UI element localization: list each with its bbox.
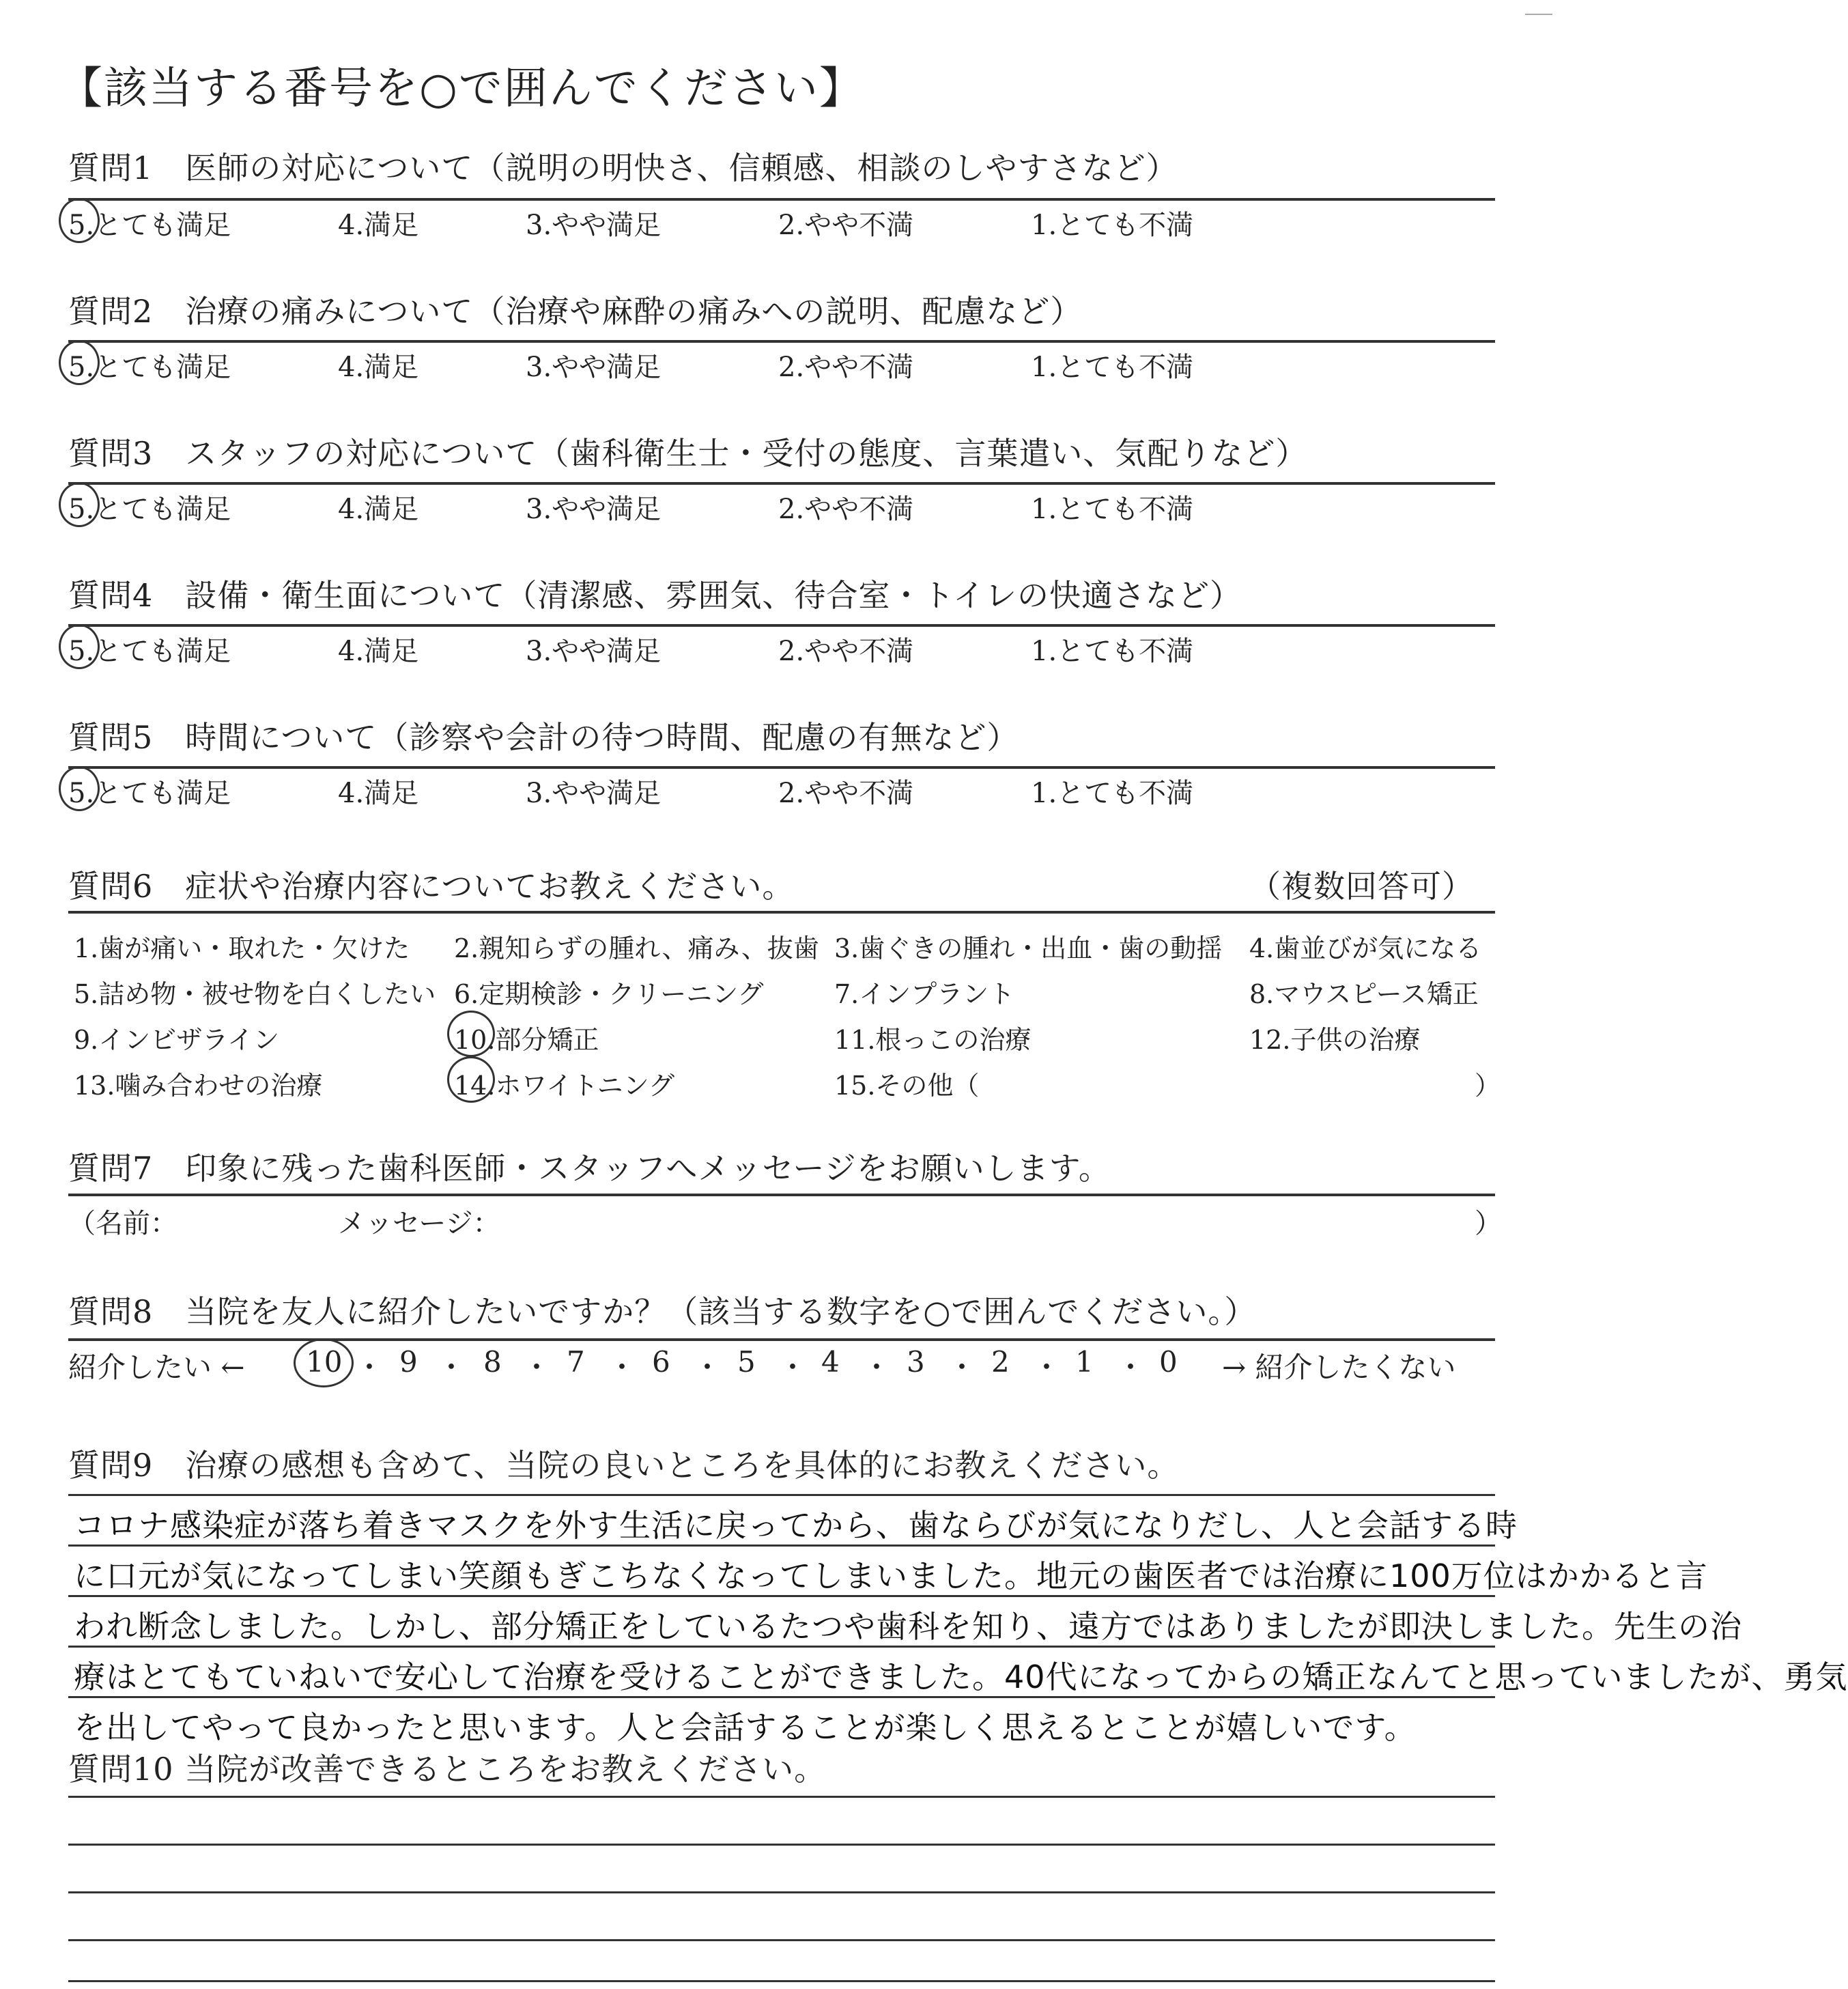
q5-rule	[68, 766, 1495, 769]
q8-scale-9[interactable]: 9	[399, 1345, 418, 1379]
q7-title: 質問7 印象に残った歯科医師・スタッフへメッセージをお願いします。	[68, 1150, 1111, 1187]
q8-title: 質問8 当院を友人に紹介したいですか？（該当する数字を○で囲んでください。）	[68, 1293, 1257, 1330]
q4-title: 質問4 設備・衛生面について（清潔感、雰囲気、待合室・トイレの快適さなど）	[68, 577, 1242, 614]
q9-writing-line	[68, 1646, 1495, 1648]
q9-writing-line	[68, 1595, 1495, 1597]
q4-option-1[interactable]: 1.とても不満	[1031, 636, 1194, 667]
q8-scale-10[interactable]: 10	[306, 1345, 343, 1379]
q1-selection-circle	[59, 198, 100, 243]
q10-writing-line[interactable]	[68, 1844, 1495, 1846]
q3-option-3[interactable]: 3.やや満足	[526, 494, 662, 525]
q6-item-7[interactable]: 7.インプラント	[834, 979, 1015, 1009]
q3-option-4[interactable]: 4.満足	[338, 494, 419, 525]
q8-scale-6[interactable]: 6	[652, 1345, 670, 1379]
q8-selection-circle	[294, 1338, 354, 1387]
q3-option-1[interactable]: 1.とても不満	[1031, 494, 1194, 525]
q6-item-1[interactable]: 1.歯が痛い・取れた・欠けた	[74, 933, 410, 963]
q5-option-4[interactable]: 4.満足	[338, 778, 419, 809]
q6-item-10-circle	[447, 1011, 495, 1057]
q8-scale-3[interactable]: 3	[907, 1345, 925, 1379]
q10-writing-line[interactable]	[68, 1980, 1495, 1982]
q3-rule	[68, 482, 1495, 485]
q5-option-5[interactable]: 5.とても満足	[68, 778, 231, 809]
q4-options	[68, 630, 1495, 671]
q10-writing-line[interactable]	[68, 1939, 1495, 1941]
q8-rule	[68, 1338, 1495, 1341]
q8-scale-8[interactable]: 8	[483, 1345, 502, 1379]
q6-rule	[68, 911, 1495, 914]
q4-option-2[interactable]: 2.やや不満	[778, 636, 914, 667]
q8-dot: ・	[1032, 1351, 1062, 1384]
q9-writing-line	[68, 1544, 1495, 1547]
q9-answer-line-5: を出してやって良かったと思います。人と会話することが楽しく思えるとことが嬉しいです。	[74, 1709, 1417, 1746]
q1-rule	[68, 198, 1495, 201]
q8-dot: ・	[862, 1351, 892, 1384]
q9-writing-line	[68, 1696, 1495, 1698]
q6-item-15-close: ）	[1475, 1071, 1501, 1101]
q2-option-3[interactable]: 3.やや満足	[526, 352, 662, 383]
q3-options	[68, 488, 1495, 528]
q3-selection-circle	[59, 482, 100, 527]
q5-title: 質問5 時間について（診察や会計の待つ時間、配慮の有無など）	[68, 719, 1019, 756]
q1-title: 質問1 医師の対応について（説明の明快さ、信頼感、相談のしやすさなど）	[68, 150, 1178, 186]
q8-dot: ・	[693, 1351, 722, 1384]
q2-option-2[interactable]: 2.やや不満	[778, 352, 914, 383]
q2-option-5[interactable]: 5.とても満足	[68, 352, 231, 383]
q2-option-1[interactable]: 1.とても不満	[1031, 352, 1194, 383]
q9-answer-line-3: われ断念しました。しかし、部分矯正をしているたつや歯科を知り、遠方ではありましたが即決しました。先生の治	[74, 1608, 1742, 1645]
q6-item-14-circle	[447, 1056, 495, 1103]
q4-option-4[interactable]: 4.満足	[338, 636, 419, 667]
q8-right-label: → 紹介したくない	[1222, 1351, 1456, 1384]
q5-option-1[interactable]: 1.とても不満	[1031, 778, 1194, 809]
q1-option-5[interactable]: 5.とても満足	[68, 210, 231, 241]
q10-writing-line[interactable]	[68, 1891, 1495, 1893]
q1-option-4[interactable]: 4.満足	[338, 210, 419, 241]
q8-scale-0[interactable]: 0	[1159, 1345, 1178, 1379]
q6-item-13[interactable]: 13.噛み合わせの治療	[74, 1071, 323, 1101]
q6-item-6[interactable]: 6.定期検診・クリーニング	[454, 979, 764, 1009]
q6-item-12[interactable]: 12.子供の治療	[1249, 1025, 1421, 1055]
q7-rule	[68, 1194, 1495, 1196]
q10-title: 質問10 当院が改善できるところをお教えください。	[68, 1751, 827, 1788]
q3-option-5[interactable]: 5.とても満足	[68, 494, 231, 525]
q8-dot: ・	[437, 1351, 466, 1384]
q2-options	[68, 345, 1495, 386]
q8-dot: ・	[948, 1351, 977, 1384]
q4-rule	[68, 624, 1495, 627]
q4-selection-circle	[59, 624, 100, 669]
q5-option-2[interactable]: 2.やや不満	[778, 778, 914, 809]
q4-option-3[interactable]: 3.やや満足	[526, 636, 662, 667]
q7-message-label[interactable]: メッセージ：	[338, 1208, 500, 1239]
q5-options	[68, 772, 1495, 813]
scan-edge-mark	[1525, 14, 1552, 15]
q8-dot: ・	[1116, 1351, 1146, 1384]
q9-rule	[68, 1494, 1495, 1496]
q6-item-11[interactable]: 11.根っこの治療	[834, 1025, 1032, 1055]
q1-option-2[interactable]: 2.やや不満	[778, 210, 914, 241]
q6-note: （複数回答可）	[1249, 868, 1474, 905]
q6-title: 質問6 症状や治療内容についてお教えください。	[68, 868, 795, 905]
q9-answer-line-4: 療はとてもていねいで安心して治療を受けることができました。40代になってからの矯正なんてと思っていましたが、勇気	[74, 1659, 1848, 1695]
q8-scale-2[interactable]: 2	[991, 1345, 1010, 1379]
q1-option-3[interactable]: 3.やや満足	[526, 210, 662, 241]
q6-item-14[interactable]: 14.ホワイトニング	[454, 1071, 675, 1101]
q8-scale-7[interactable]: 7	[567, 1345, 585, 1379]
q3-title: 質問3 スタッフの対応について（歯科衛生士・受付の態度、言葉遣い、気配りなど）	[68, 435, 1308, 472]
q5-selection-circle	[59, 766, 100, 811]
q1-options	[68, 203, 1495, 244]
q9-title: 質問9 治療の感想も含めて、当院の良いところを具体的にお教えください。	[68, 1447, 1180, 1484]
q8-dot: ・	[355, 1351, 384, 1384]
q6-item-4[interactable]: 4.歯並びが気になる	[1249, 933, 1482, 963]
q6-item-3[interactable]: 3.歯ぐきの腫れ・出血・歯の動揺	[834, 933, 1223, 963]
q6-item-9[interactable]: 9.インビザライン	[74, 1025, 280, 1055]
q5-option-3[interactable]: 3.やや満足	[526, 778, 662, 809]
q8-dot: ・	[778, 1351, 808, 1384]
q6-item-8[interactable]: 8.マウスピース矯正	[1249, 979, 1479, 1009]
q3-option-2[interactable]: 2.やや不満	[778, 494, 914, 525]
q6-item-5[interactable]: 5.詰め物・被せ物を白くしたい	[74, 979, 436, 1009]
q8-dot: ・	[608, 1351, 637, 1384]
q2-title: 質問2 治療の痛みについて（治療や麻酔の痛みへの説明、配慮など）	[68, 293, 1083, 330]
q8-scale-5[interactable]: 5	[737, 1345, 756, 1379]
q2-rule	[68, 340, 1495, 343]
q10-writing-line[interactable]	[68, 1796, 1495, 1798]
q6-item-15[interactable]: 15.その他（	[834, 1071, 980, 1101]
q8-left-label: 紹介したい ←	[68, 1351, 245, 1384]
q2-selection-circle	[59, 340, 100, 385]
q9-answer-line-1: コロナ感染症が落ち着きマスクを外す生活に戻ってから、歯ならびが気になりだし、人と会話する時	[74, 1507, 1518, 1544]
q8-dot: ・	[522, 1351, 552, 1384]
q2-option-4[interactable]: 4.満足	[338, 352, 419, 383]
q6-item-2[interactable]: 2.親知らずの腫れ、痛み、抜歯	[454, 933, 819, 963]
q6-item-10[interactable]: 10.部分矯正	[454, 1025, 599, 1055]
q7-name-label[interactable]: （名前：	[68, 1208, 177, 1239]
q8-scale-4[interactable]: 4	[821, 1345, 840, 1379]
q4-option-5[interactable]: 5.とても満足	[68, 636, 231, 667]
q1-option-1[interactable]: 1.とても不満	[1031, 210, 1194, 241]
q9-answer-line-2: に口元が気になってしまい笑顔もぎこちなくなってしまいました。地元の歯医者では治療に100万位はかかると言	[74, 1557, 1708, 1594]
q8-scale-row	[68, 1345, 1495, 1386]
q8-scale-1[interactable]: 1	[1075, 1345, 1094, 1379]
page-header: 【該当する番号を○で囲んでください】	[59, 64, 864, 114]
q7-close: ）	[1475, 1208, 1502, 1239]
